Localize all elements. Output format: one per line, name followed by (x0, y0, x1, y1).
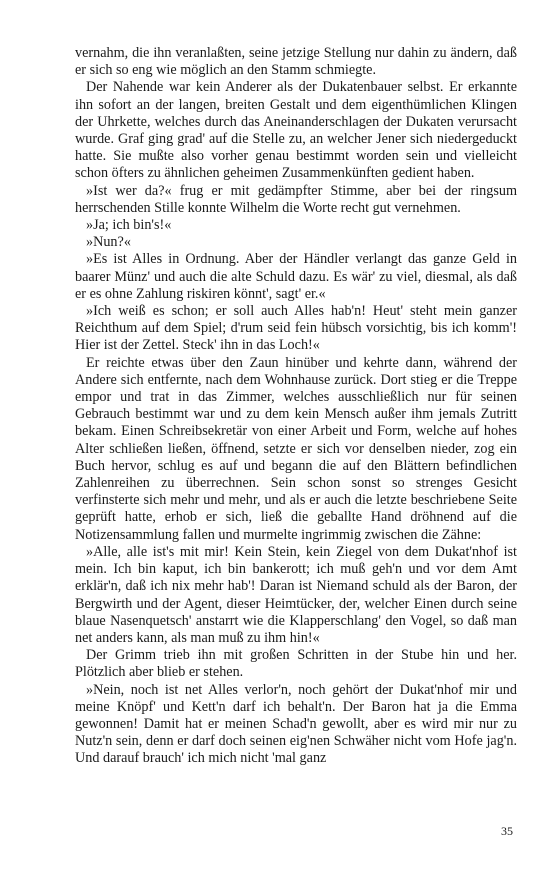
paragraph: »Alle, alle ist's mit mir! Kein Stein, kein Ziegel von dem Dukat'nhof ist mein. Ich bin kaput, ich bin bankerott; ich muß geh'n und vor dem Amt erklär'n, daß ich nix mehr hab'! Daran ist Niemand schuld als der Baron, der Bergwirth und der Agent, dieser Heimtücker, der, welcher Einen durch seine blaue Nasenquetsch' anstarrt wie die Klapperschlang' den Vogel, so daß man net anders kann, als man muß zu ihm hin!« (75, 543, 517, 646)
page-body-text (75, 45, 517, 768)
paragraph: »Nun?« (86, 234, 131, 251)
page-number: 35 (501, 824, 513, 838)
paragraph: »Ich weiß es schon; er soll auch Alles hab'n! Heut' steht mein ganzer Reichthum auf dem Spiel; d'rum seid fein hübsch vorsichtig, bis ich komm'! Hier ist der Zettel. Steck' ihn in das Loch!« (75, 303, 517, 354)
paragraph: »Es ist Alles in Ordnung. Aber der Händler verlangt das ganze Geld in baarer Münz' und auch die alte Schuld dazu. Es wär' zu viel, diesmal, als daß er es ohne Zahlung riskiren könnt', sagt' er.« (75, 251, 517, 302)
paragraph: »Ist wer da?« frug er mit gedämpfter Stimme, aber bei der ringsum herrschenden Stille konnte Wilhelm die Worte recht gut vernehmen. (75, 182, 517, 216)
paragraph: »Nein, noch ist net Alles verlor'n, noch gehört der Dukat'nhof mir und meine Knöpf' und Kett'n darf ich behalt'n. Der Baron hat ja die Emma gewonnen! Damit hat er meinen Schad'n gewollt, aber es wird mir nur zu Nutz'n sein, denn er darf doch seinen eig'nen Schwäher nicht vom Hofe jag'n. Und darauf brauch' ich mich nicht 'mal ganz (75, 681, 517, 767)
paragraph: Der Grimm trieb ihn mit großen Schritten in der Stube hin und her. Plötzlich aber blieb er stehen. (75, 647, 517, 681)
paragraph: Er reichte etwas über den Zaun hinüber und kehrte dann, während der Andere sich entfernte, nach dem Wohnhause zurück. Dort stieg er die Treppe empor und trat in das Zimmer, welches ausschließlich nur für seinen Gebrauch bestimmt war und zu dem kein Mensch außer ihm jemals Zutritt bekam. Einen Schreibsekretär von einer Arbeit und Form, welche auf hohes Alter schließen ließen, öffnend, setzte er sich vor denselben nieder, zog ein Buch hervor, schlug es auf und begann die auf den Blättern befindlichen Zahlenreihen zu überrechnen. Sein schon sonst so strenges Gesicht verfinsterte sich mehr und mehr, und als er auch die letzte beschriebene Seite geprüft hatte, erhob er sich, ließ die geballte Hand dröhnend auf die Notizensammlung fallen und murmelte ingrimmig zwischen die Zähne: (75, 354, 517, 543)
paragraph: vernahm, die ihn veranlaßten, seine jetzige Stellung nur dahin zu ändern, daß er sich so eng wie möglich an den Stamm schmiegte. (75, 45, 517, 79)
paragraph: »Ja; ich bin's!« (86, 217, 172, 234)
paragraph: Der Nahende war kein Anderer als der Dukatenbauer selbst. Er erkannte ihn sofort an der langen, breiten Gestalt und dem eigenthümlichen Klingen der Uhrkette, welches durch das Aneinanderschlagen der Dukaten verursacht wurde. Graf ging grad' auf die Stelle zu, an welcher Jener sich niedergeduckt hatte. Sie mußte also vorher genau bestimmt worden sein und vielleicht schon öfters zu ähnlichen geheimen Zusammenkünften gedient haben. (75, 79, 517, 182)
